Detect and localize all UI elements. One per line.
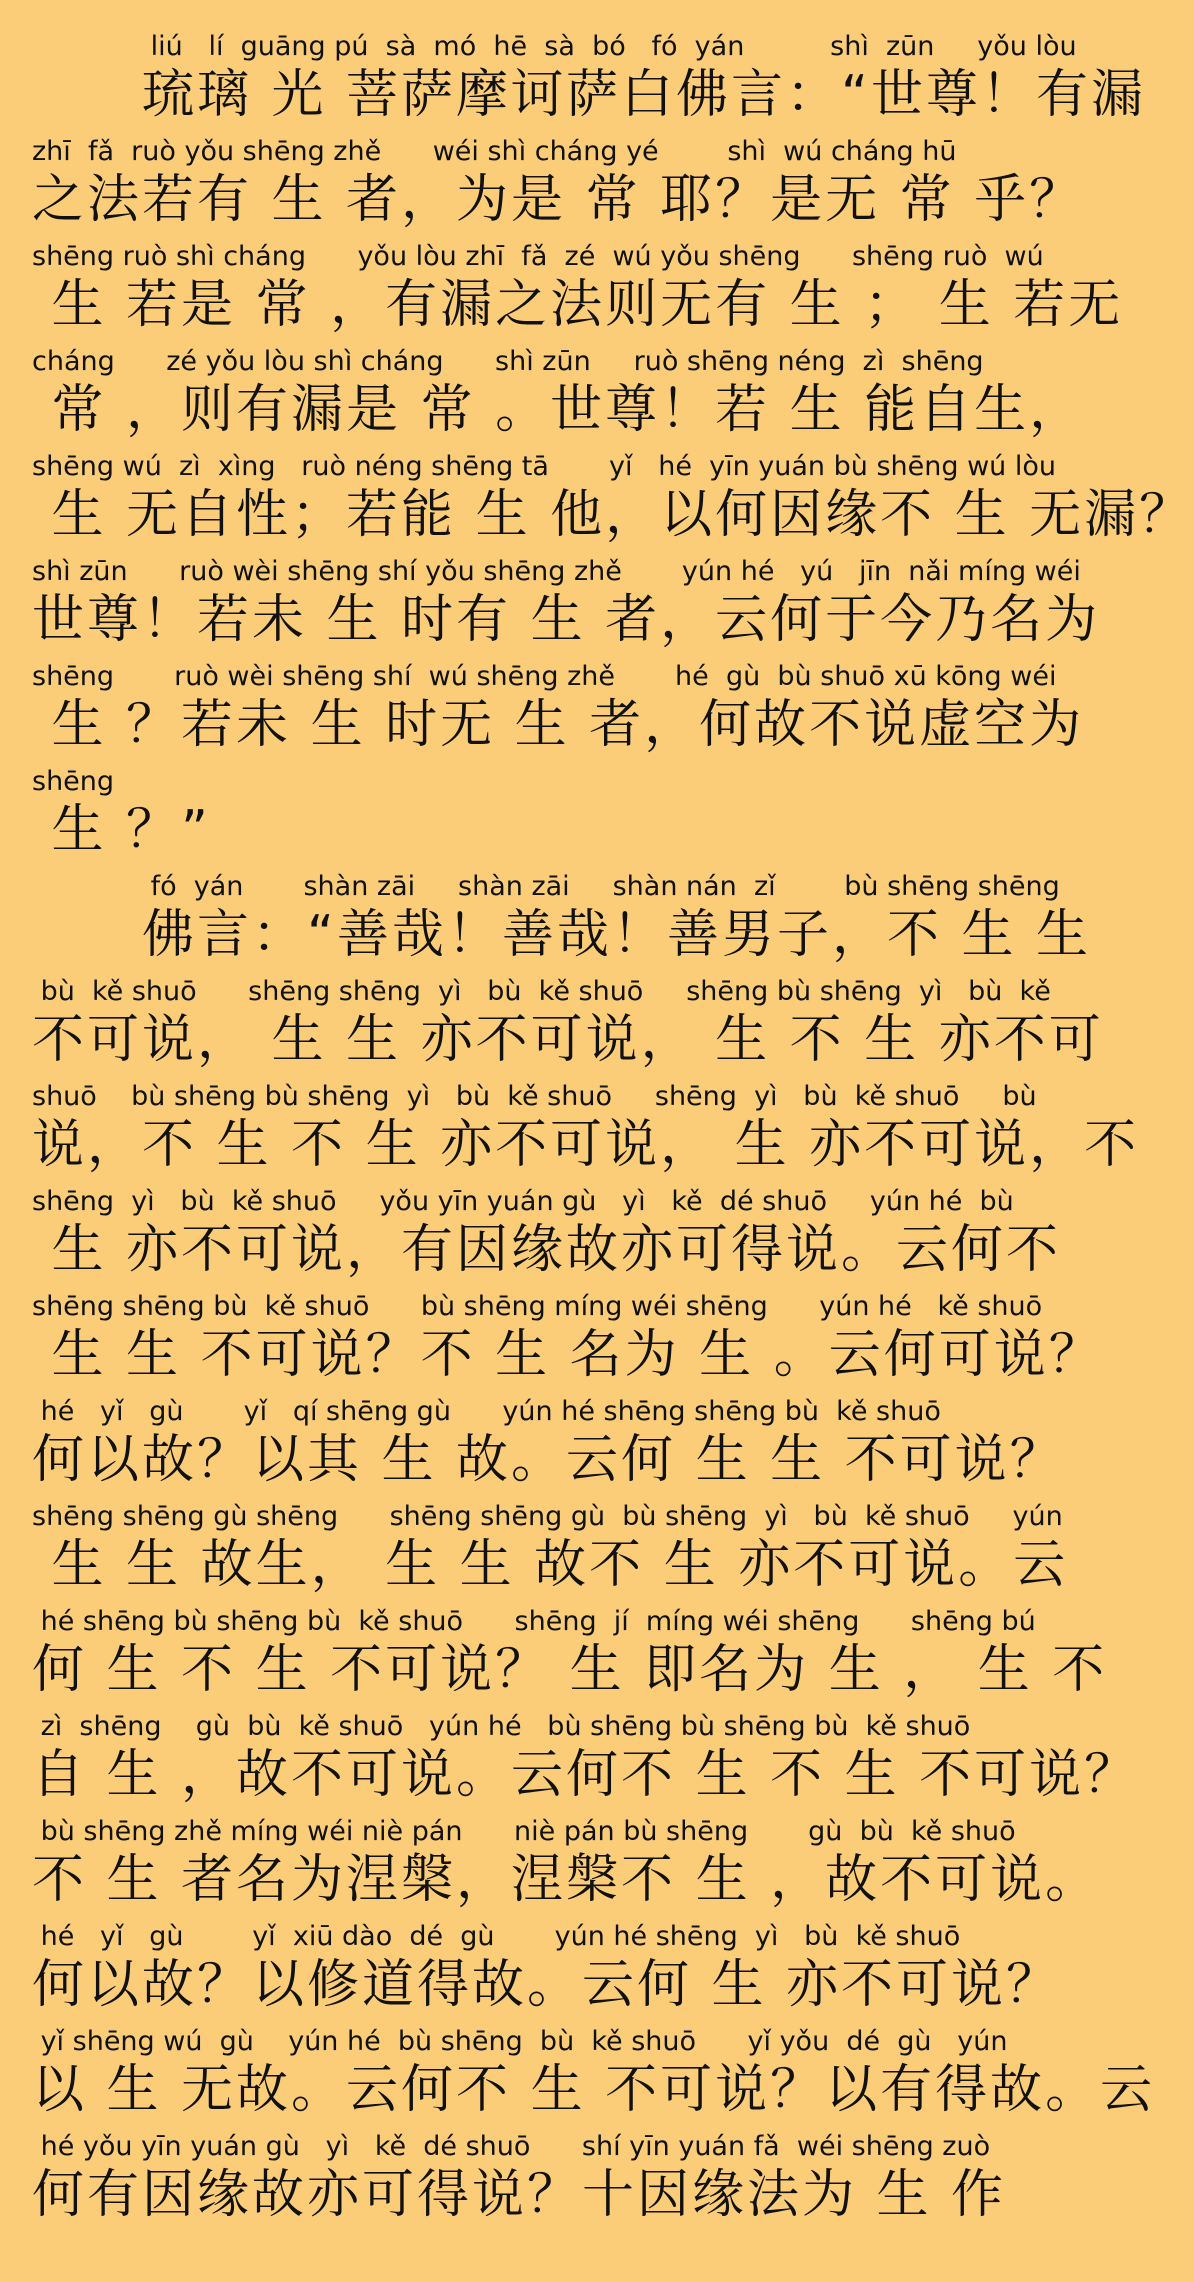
chinese-text: 何 生 不 生 不可说？ 生 即名为 生 ， 生 不 [32,1640,1108,1700]
text-line [32,1920,1062,2025]
text-line [32,1395,1065,1500]
pinyin-annotation: shì zūn ruò wèi shēng shí yǒu shēng zhě yún hé yú jīn nǎi míng wéi [32,556,1081,587]
text-line [32,870,1091,975]
text-line [32,240,1124,345]
text-lines [32,30,1194,2235]
text-line [32,1710,1140,1815]
pinyin-annotation: yǐ shēng wú gù yún hé bù shēng bù kě shuō yǐ yǒu dé gù yún [32,2026,1008,2057]
chinese-text: 自 生 ，故不可说。云何不 生 不 生 不可说？ [32,1745,1140,1805]
pinyin-annotation: hé shēng bù shēng bù kě shuō shēng jí míng wéi shēng shēng bú [32,1606,1036,1637]
chinese-text: 生 无自性；若能 生 他，以何因缘不 生 无漏？ [32,485,1194,545]
text-line [32,660,1085,765]
chinese-text: 不可说， 生 生 亦不可说， 生 不 生 亦不可 [32,1010,1104,1070]
chinese-text: 不 生 者名为涅槃，涅槃不 生 ，故不可说。 [32,1850,1101,1910]
text-line [32,765,1050,870]
pinyin-annotation: shēng yì bù kě shuō yǒu yīn yuán gù yì kě dé shuō yún hé bù [32,1186,1014,1217]
pinyin-annotation: liú lí guāng pú sà mó hē sà bó fó yán shì zūn yǒu lòu [142,31,1077,62]
chinese-text: 之法若有 生 者，为是 常 耶？是无 常 乎？ [32,170,1085,230]
text-line [32,30,1146,135]
pinyin-annotation: shēng ruò wèi shēng shí wú shēng zhě hé gù bù shuō xū kōng wéi [32,661,1057,692]
chinese-text: 生 若是 常 ，有漏之法则无有 生 ； 生 若无 [32,275,1124,335]
text-line [32,1290,1104,1395]
chinese-text: 何以故？以修道得故。云何 生 亦不可说？ [32,1955,1062,2015]
text-line [32,135,1085,240]
chinese-text: 何有因缘故亦可得说？十因缘法为 生 作 [32,2165,1007,2225]
pinyin-annotation: zhī fǎ ruò yǒu shēng zhě wéi shì cháng yé shì wú cháng hū [32,136,957,167]
chinese-text: 生 ？若未 生 时无 生 者，何故不说虚空为 [32,695,1085,755]
pinyin-annotation: bù kě shuō shēng shēng yì bù kě shuō shēng bù shēng yì bù kě [32,976,1051,1007]
text-line [32,1500,1069,1605]
chinese-text: 说，不 生 不 生 亦不可说， 生 亦不可说，不 [32,1115,1140,1175]
text-line [32,1185,1062,1290]
text-line [32,345,1085,450]
chinese-text: 琉璃 光 菩萨摩诃萨白佛言：“世尊！有漏 [142,65,1146,125]
pinyin-annotation: cháng zé yǒu lòu shì cháng shì zūn ruò shēng néng zì shēng [32,346,984,377]
text-line [32,555,1101,660]
chinese-text: 佛言：“善哉！善哉！善男子，不 生 生 [142,905,1091,965]
pinyin-annotation: zì shēng gù bù kě shuō yún hé bù shēng bù shēng bù kě shuō [32,1711,971,1742]
chinese-text: 何以故？以其 生 故。云何 生 生 不可说？ [32,1430,1065,1490]
pinyin-annotation: hé yǒu yīn yuán gù yì kě dé shuō shí yīn yuán fǎ wéi shēng zuò [32,2131,991,2162]
text-line [32,2130,1050,2235]
pinyin-annotation: shuō bù shēng bù shēng yì bù kě shuō shēng yì bù kě shuō bù [32,1081,1037,1112]
chinese-text: 以 生 无故。云何不 生 不可说？以有得故。云 [32,2060,1156,2120]
pinyin-annotation: hé yǐ gù yǐ qí shēng gù yún hé shēng shēng bù kě shuō [32,1396,941,1427]
text-line [32,450,1194,555]
pinyin-annotation: bù shēng zhě míng wéi niè pán niè pán bù shēng gù bù kě shuō [32,1816,1016,1847]
chinese-text: 生 ？” [32,800,211,860]
pinyin-annotation: shēng wú zì xìng ruò néng shēng tā yǐ hé yīn yuán bù shēng wú lòu [32,451,1056,482]
text-line [32,975,1104,1080]
pinyin-annotation: shēng ruò shì cháng yǒu lòu zhī fǎ zé wú yǒu shēng shēng ruò wú [32,241,1044,272]
pinyin-annotation: hé yǐ gù yǐ xiū dào dé gù yún hé shēng yì bù kě shuō [32,1921,961,1952]
text-line [32,2025,1156,2130]
text-line [32,1080,1140,1185]
chinese-text: 常 ，则有漏是 常 。世尊！若 生 能自生， [32,380,1085,440]
chinese-text: 世尊！若未 生 时有 生 者，云何于今乃名为 [32,590,1101,650]
pinyin-annotation: shēng shēng gù shēng shēng shēng gù bù shēng yì bù kě shuō yún [32,1501,1063,1532]
pinyin-annotation: shēng shēng bù kě shuō bù shēng míng wéi shēng yún hé kě shuō [32,1291,1043,1322]
pinyin-annotation: shēng [32,766,115,797]
text-line [32,1815,1101,1920]
pinyin-annotation: fó yán shàn zāi shàn zāi shàn nán zǐ bù shēng shēng [142,871,1060,902]
chinese-text: 生 生 故生， 生 生 故不 生 亦不可说。云 [32,1535,1069,1595]
chinese-text: 生 亦不可说，有因缘故亦可得说。云何不 [32,1220,1062,1280]
chinese-text: 生 生 不可说？不 生 名为 生 。云何可说？ [32,1325,1104,1385]
text-line [32,1605,1108,1710]
